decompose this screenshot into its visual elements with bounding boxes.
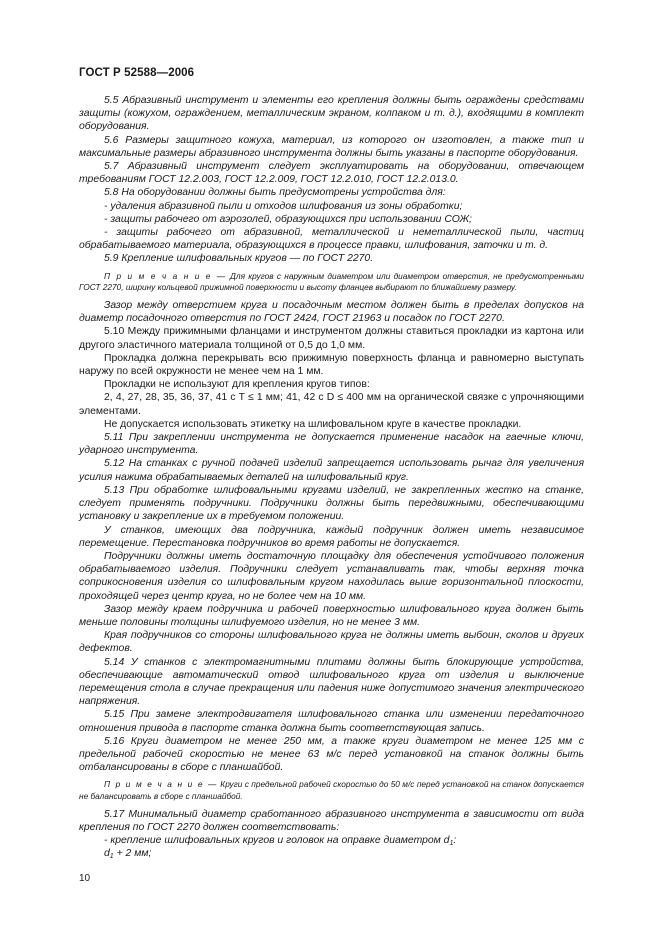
paragraph-text: 5.17 Минимальный диаметр сработанного абразивного инструмента в зависимости от вида крепления по ГОСТ 2270 должен соответствовать: [79, 808, 584, 833]
note-1-text: Для кругов с наружным диаметром или диаметром отверстия, не предусмотренными ГОСТ 2270, ширину кольцевой прижимной поверхности и высоту фланцев выбирают по ближайшему размеру. [79, 270, 584, 292]
paragraph [79, 735, 584, 775]
paragraph-text: - защиты рабочего от абразивной, металлической и неметаллической пыли, частиц обрабатываемого материала, образующихся в процессе правки, шлифования, заточки и т. д. [79, 227, 584, 252]
paragraph [79, 352, 584, 378]
page-number: 10 [79, 873, 91, 884]
document-header: ГОСТ Р 52588—2006 [79, 67, 195, 79]
note-2 [79, 779, 584, 801]
paragraph [79, 418, 584, 431]
paragraph-text: - защиты рабочего от аэрозолей, образующихся при использовании СОЖ; [104, 213, 472, 225]
paragraph-text: 5.15 При замене электродвигателя шлифовального станка или изменении передаточного отношения привода в паспорте станка должна быть соответствующая запись. [79, 709, 584, 734]
paragraph [79, 550, 584, 603]
note-1 [79, 271, 584, 293]
paragraph [79, 524, 584, 550]
paragraph [79, 94, 584, 134]
paragraph-text: 5.7 Абразивный инструмент следует эксплуатировать на оборудовании, отвечающем требованиям ГОСТ 12.2.003, ГОСТ 12.2.009, ГОСТ 12.2.010, ГОСТ 12.2.013.0. [79, 161, 584, 186]
note-1-prefix: П р и м е ч а н и е — [104, 270, 227, 281]
paragraph [79, 708, 584, 734]
note-2-text: Круги с предельной рабочей скоростью до 50 м/с перед установкой на станок допускается не балансировать в сборе с планшайбой. [79, 779, 584, 801]
paragraph-text: 5.5 Абразивный инструмент и элементы его крепления должны быть ограждены средствами защиты (кожухом, ограждением, металлическим экраном, колпаком и т. д.), входящими в комплект оборудования. [79, 95, 584, 133]
paragraph-text: - крепление шлифовальных кругов и головок на оправке диаметром d [104, 835, 450, 847]
paragraph [79, 834, 584, 847]
note-2-prefix: П р и м е ч а н и е — [104, 779, 218, 790]
paragraph-text: 5.11 При закреплении инструмента не допускается применение насадок на гаечные ключи, ударного инструмента. [79, 432, 584, 457]
paragraph-text: 5.16 Круги диаметром не менее 250 мм, а также круги диаметром не менее 125 мм с предельной рабочей скоростью не менее 63 м/с перед установкой на станок должны быть отбалансированы в сборе с планшайбой. [79, 735, 584, 774]
paragraph-text: Подручники должны иметь достаточную площадку для обеспечения устойчивого положения обрабатываемого изделия. Подручники следует устанавливать так, чтобы верхняя точка соприкосновения изделия со шлифовальным кругом находилась выше горизонтальной плоскости, проходящей через центр круга, но не более чем на 10 мм. [79, 550, 584, 602]
paragraph [79, 629, 584, 655]
paragraph [79, 186, 584, 199]
paragraph [79, 431, 584, 457]
paragraph-tail: : [453, 835, 457, 847]
section-5-9-to-5-16 [79, 299, 584, 774]
paragraph-tail: + 2 мм; [113, 848, 152, 860]
subscript: 1 [449, 840, 454, 848]
paragraph [79, 325, 584, 351]
paragraph [79, 457, 584, 483]
paragraph-text: 5.10 Между прижимными фланцами и инструментом должны ставиться прокладки из картона или другого эластичного материала толщиной от 0,5 до 1,0 мм. [79, 326, 584, 351]
paragraph-text: - удаления абразивной пыли и отходов шлифования из зоны обработки; [104, 200, 463, 212]
document-body [79, 94, 584, 861]
paragraph [79, 226, 584, 252]
paragraph [79, 391, 584, 417]
paragraph-text: Зазор между отверстием круга и посадочным местом должен быть в пределах допусков на диаметр посадочного отверстия по ГОСТ 2424, ГОСТ 21963 и посадок по ГОСТ 2270. [79, 300, 584, 325]
paragraph [79, 378, 584, 391]
paragraph [79, 134, 584, 160]
paragraph-text: Не допускается использовать этикетку на шлифовальном круге в качестве прокладки. [104, 418, 522, 430]
paragraph-text: 5.6 Размеры защитного кожуха, материал, из которого он изготовлен, а также тип и максимальные размеры абразивного инструмента должны быть указаны в паспорте оборудования. [79, 134, 584, 159]
paragraph [79, 213, 584, 226]
paragraph-text: 5.12 На станках с ручной подачей изделий запрещается использовать рычаг для увеличения усилия нажима обрабатываемых деталей на шлифовальный круг. [79, 458, 584, 483]
paragraph [79, 299, 584, 325]
paragraph-text: Края подручников со стороны шлифовального круга не должны иметь выбоин, сколов и других дефектов. [79, 630, 584, 655]
paragraph-text: 2, 4, 27, 28, 35, 36, 37, 41 с T ≤ 1 мм; 41, 42 с D ≤ 400 мм на органической связке с упрочняющими элементами. [79, 392, 584, 417]
paragraph-text: Прокладка должна перекрывать всю прижимную поверхность фланца и равномерно выступать наружу по всей окружности не менее чем на 1 мм. [79, 352, 584, 378]
paragraph [79, 252, 584, 265]
paragraph [79, 160, 584, 186]
paragraph [79, 656, 584, 709]
paragraph [79, 808, 584, 834]
paragraph-text: 5.9 Крепление шлифовальных кругов — по ГОСТ 2270. [104, 253, 374, 265]
paragraph-text: Зазор между краем подручника и рабочей поверхностью шлифовального круга должен быть меньше половины толщины шлифуемого изделия, но не менее 3 мм. [79, 603, 584, 628]
paragraph [79, 200, 584, 213]
section-5-5-to-5-9 [79, 94, 584, 266]
subscript: 1 [109, 853, 114, 861]
paragraph-text: У станков, имеющих два подручника, каждый подручник должен иметь независимое перемещение. Перестановка подручников во время работы не допускается. [79, 524, 584, 549]
paragraph [79, 603, 584, 629]
paragraph-text: 5.14 У станков с электромагнитными плитами должны быть блокирующие устройства, обеспечивающие автоматический отвод шлифовального круга от изделия и выключение перемещения стола в случае прекращения или падения ниже допустимого значения электрического напряжения. [79, 656, 584, 708]
paragraph-text: 5.8 На оборудовании должны быть предусмотрены устройства для: [104, 187, 446, 199]
paragraph [79, 847, 584, 860]
paragraph-text: 5.13 При обработке шлифовальными кругами изделий, не закрепленных жестко на станке, следует применять подручники. Подручники должны быть передвижными, обеспечивающими установку и закрепление их в требуемом положении. [79, 484, 584, 523]
paragraph-text: Прокладки не используют для крепления кругов типов: [104, 379, 370, 391]
section-5-17 [79, 808, 584, 861]
paragraph-text: d [104, 848, 110, 860]
paragraph [79, 484, 584, 524]
